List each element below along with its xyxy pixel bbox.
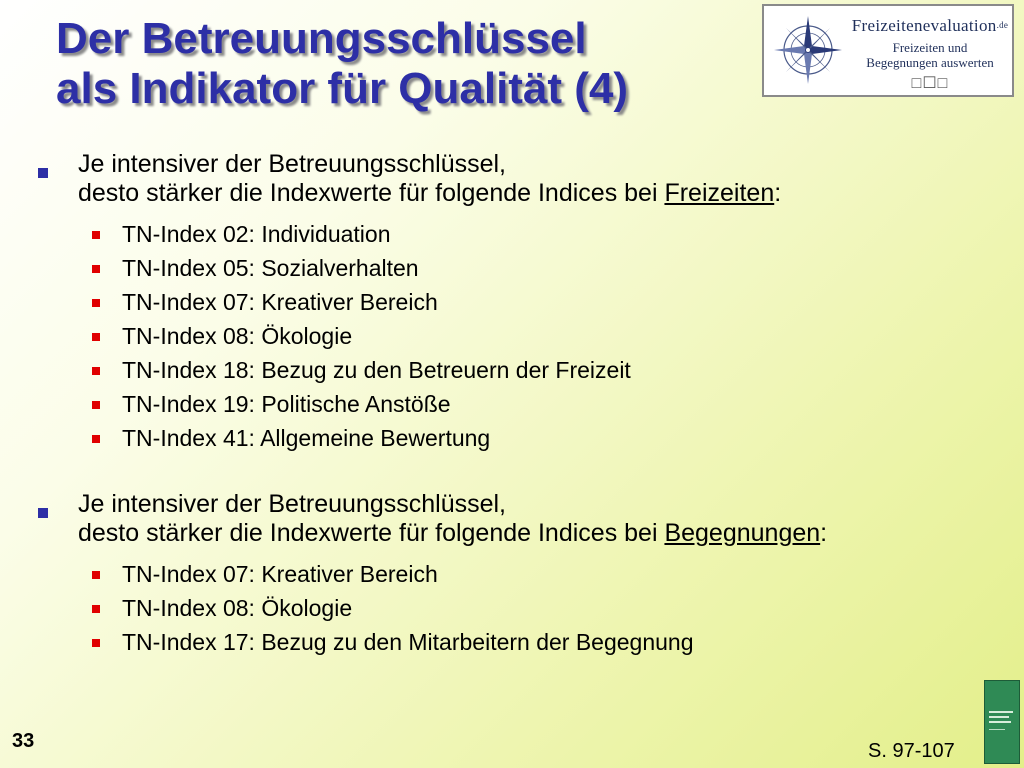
section1-line2-suffix: : <box>774 179 782 207</box>
level2-bullet-icon <box>92 333 100 341</box>
level2-bullet-icon <box>92 401 100 409</box>
list-item: TN-Index 08: Ökologie <box>122 323 353 349</box>
level2-bullet-icon <box>92 231 100 239</box>
section1-line2-prefix: desto stärker die Indexwerte für folgende Indices bei <box>78 179 665 207</box>
level2-bullet-icon <box>92 435 100 443</box>
list-item: TN-Index 41: Allgemeine Bewertung <box>122 425 491 451</box>
section1-line2 <box>78 179 1018 208</box>
section2-line1: Je intensiver der Betreuungsschlüssel, <box>78 490 507 518</box>
level1-bullet-icon <box>38 168 48 178</box>
list-item: TN-Index 19: Politische Anstöße <box>122 391 451 417</box>
level2-bullet-icon <box>92 571 100 579</box>
list-item: TN-Index 07: Kreativer Bereich <box>122 561 438 587</box>
section2-keyword: Begegnungen <box>664 519 821 547</box>
logo-brand-main: Freizeitenevaluation <box>851 16 997 35</box>
list-item: TN-Index 05: Sozialverhalten <box>122 255 419 281</box>
logo-subtitle <box>850 40 1010 70</box>
book-cover-graphic <box>985 681 1019 763</box>
section1-heading <box>78 150 1018 208</box>
logo-subtitle-line2: Begegnungen auswerten <box>866 55 994 70</box>
level1-bullet-icon <box>38 508 48 518</box>
section1-line1: Je intensiver der Betreuungsschlüssel, <box>78 150 507 178</box>
logo-brand-name <box>850 16 1010 36</box>
section1-keyword: Freizeiten <box>664 179 775 207</box>
section2-line2-prefix: desto stärker die Indexwerte für folgende Indices bei <box>78 519 665 547</box>
logo-brand-suffix: .de <box>996 20 1009 30</box>
page-reference: S. 97-107 <box>868 740 955 762</box>
level2-bullet-icon <box>92 265 100 273</box>
section2-line2 <box>78 519 1018 548</box>
logo-subtitle-line1: Freizeiten und <box>892 40 968 55</box>
list-item: TN-Index 07: Kreativer Bereich <box>122 289 438 315</box>
freizeitenevaluation-logo <box>762 4 1014 97</box>
compass-rose-icon <box>770 12 846 88</box>
slide-title-line1: Der Betreuungsschlüssel <box>56 14 587 63</box>
list-item: TN-Index 17: Bezug zu den Mitarbeitern der Begegnung <box>122 629 694 655</box>
level2-bullet-icon <box>92 605 100 613</box>
slide-title-line2: als Indikator für Qualität (4) <box>56 64 629 113</box>
level2-bullet-icon <box>92 639 100 647</box>
slide-title <box>56 14 628 114</box>
list-item: TN-Index 08: Ökologie <box>122 595 353 621</box>
list-item: TN-Index 02: Individuation <box>122 221 391 247</box>
level2-bullet-icon <box>92 299 100 307</box>
level2-bullet-icon <box>92 367 100 375</box>
book-cover-icon <box>984 680 1020 764</box>
logo-checkbox-marks: □☐□ <box>911 75 949 92</box>
list-item: TN-Index 18: Bezug zu den Betreuern der Freizeit <box>122 357 631 383</box>
section2-line2-suffix: : <box>820 519 828 547</box>
slide-number: 33 <box>12 730 35 752</box>
section2-heading <box>78 490 1018 548</box>
